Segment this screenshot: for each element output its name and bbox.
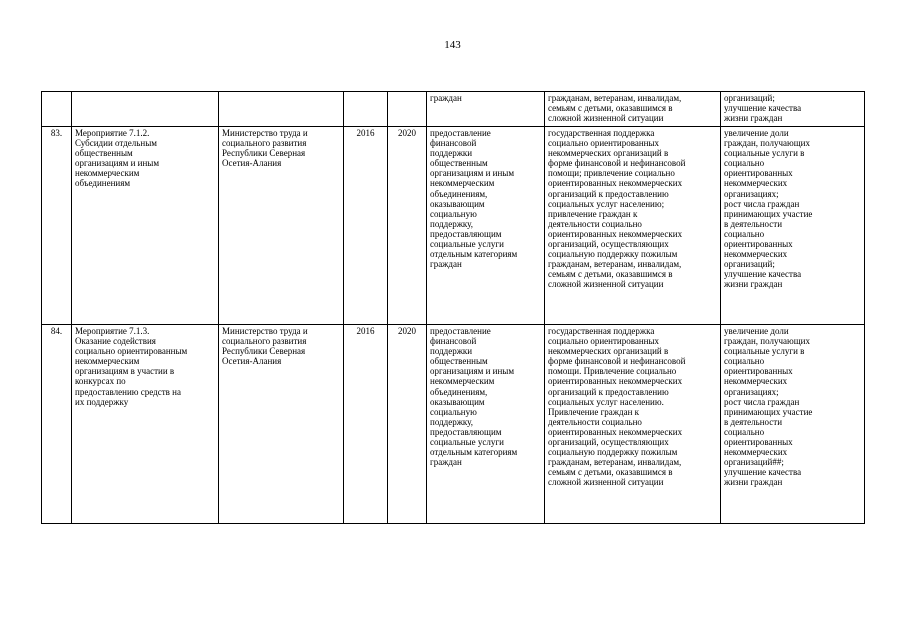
- cell-number: 83.: [42, 127, 72, 325]
- cell-direction: предоставление финансовой поддержки общественным организациям и иным некоммерческим объединениям, оказывающим социальную поддержку, предоставляющим социальные услуги отдельным категориям граждан: [427, 127, 545, 325]
- measures-table: [41, 91, 865, 524]
- cell-measure-name: Мероприятие 7.1.2. Субсидии отдельным общественным организациям и иным некоммерческим объединениям: [72, 127, 219, 325]
- cell-start-year: [344, 92, 388, 127]
- cell-executor: Министерство труда и социального развития Республики Северная Осетия-Алания: [219, 325, 344, 524]
- cell-direction: граждан: [427, 92, 545, 127]
- cell-expected-result: организаций; улучшение качества жизни граждан: [721, 92, 865, 127]
- cell-content: гражданам, ветеранам, инвалидам, семьям с детьми, оказавшимся в сложной жизненной ситуации: [545, 92, 721, 127]
- cell-content: государственная поддержка социально ориентированных некоммерческих организаций в форме финансовой и нефинансовой помощи. Привлечение социально ориентированных некоммерческих организаций к предоставлению социальных услуг населению. Привлечение граждан к деятельности социально ориентированных некоммерческих организаций, осуществляющих социальную поддержку пожилым гражданам, ветеранам, инвалидам, семьям с детьми, оказавшимся в сложной жизненной ситуации: [545, 325, 721, 524]
- cell-executor: Министерство труда и социального развития Республики Северная Осетия-Алания: [219, 127, 344, 325]
- cell-end-year: 2020: [388, 325, 427, 524]
- cell-executor: [219, 92, 344, 127]
- page-number: 143: [444, 39, 461, 51]
- table-row-84: [42, 325, 865, 524]
- cell-measure-name: Мероприятие 7.1.3. Оказание содействия социально ориентированным некоммерческим организациям в участии в конкурсах по предоставлению средств на их поддержку: [72, 325, 219, 524]
- cell-number: 84.: [42, 325, 72, 524]
- cell-start-year: 2016: [344, 325, 388, 524]
- cell-end-year: 2020: [388, 127, 427, 325]
- table-row-83: [42, 127, 865, 325]
- cell-direction: предоставление финансовой поддержки общественным организациям и иным некоммерческим объединениям, оказывающим социальную поддержку, предоставляющим социальные услуги отдельным категориям граждан: [427, 325, 545, 524]
- cell-number: [42, 92, 72, 127]
- cell-expected-result: увеличение доли граждан, получающих социальные услуги в социально ориентированных некоммерческих организациях; рост числа граждан принимающих участие в деятельности социально ориентированных некоммерческих организаций; улучшение качества жизни граждан: [721, 127, 865, 325]
- cell-measure-name: [72, 92, 219, 127]
- cell-content: государственная поддержка социально ориентированных некоммерческих организаций в форме финансовой и нефинансовой помощи; привлечение социально ориентированных некоммерческих организаций к предоставлению социальных услуг населению; привлечение граждан к деятельности социально ориентированных некоммерческих организаций, осуществляющих социальную поддержку пожилым гражданам, ветеранам, инвалидам, семьям с детьми, оказавшимся в сложной жизненной ситуации: [545, 127, 721, 325]
- cell-end-year: [388, 92, 427, 127]
- cell-expected-result: увеличение доли граждан, получающих социальные услуги в социально ориентированных некоммерческих организациях; рост числа граждан принимающих участие в деятельности социально ориентированных некоммерческих организаций##; улучшение качества жизни граждан: [721, 325, 865, 524]
- cell-start-year: 2016: [344, 127, 388, 325]
- table-row-continuation: [42, 92, 865, 127]
